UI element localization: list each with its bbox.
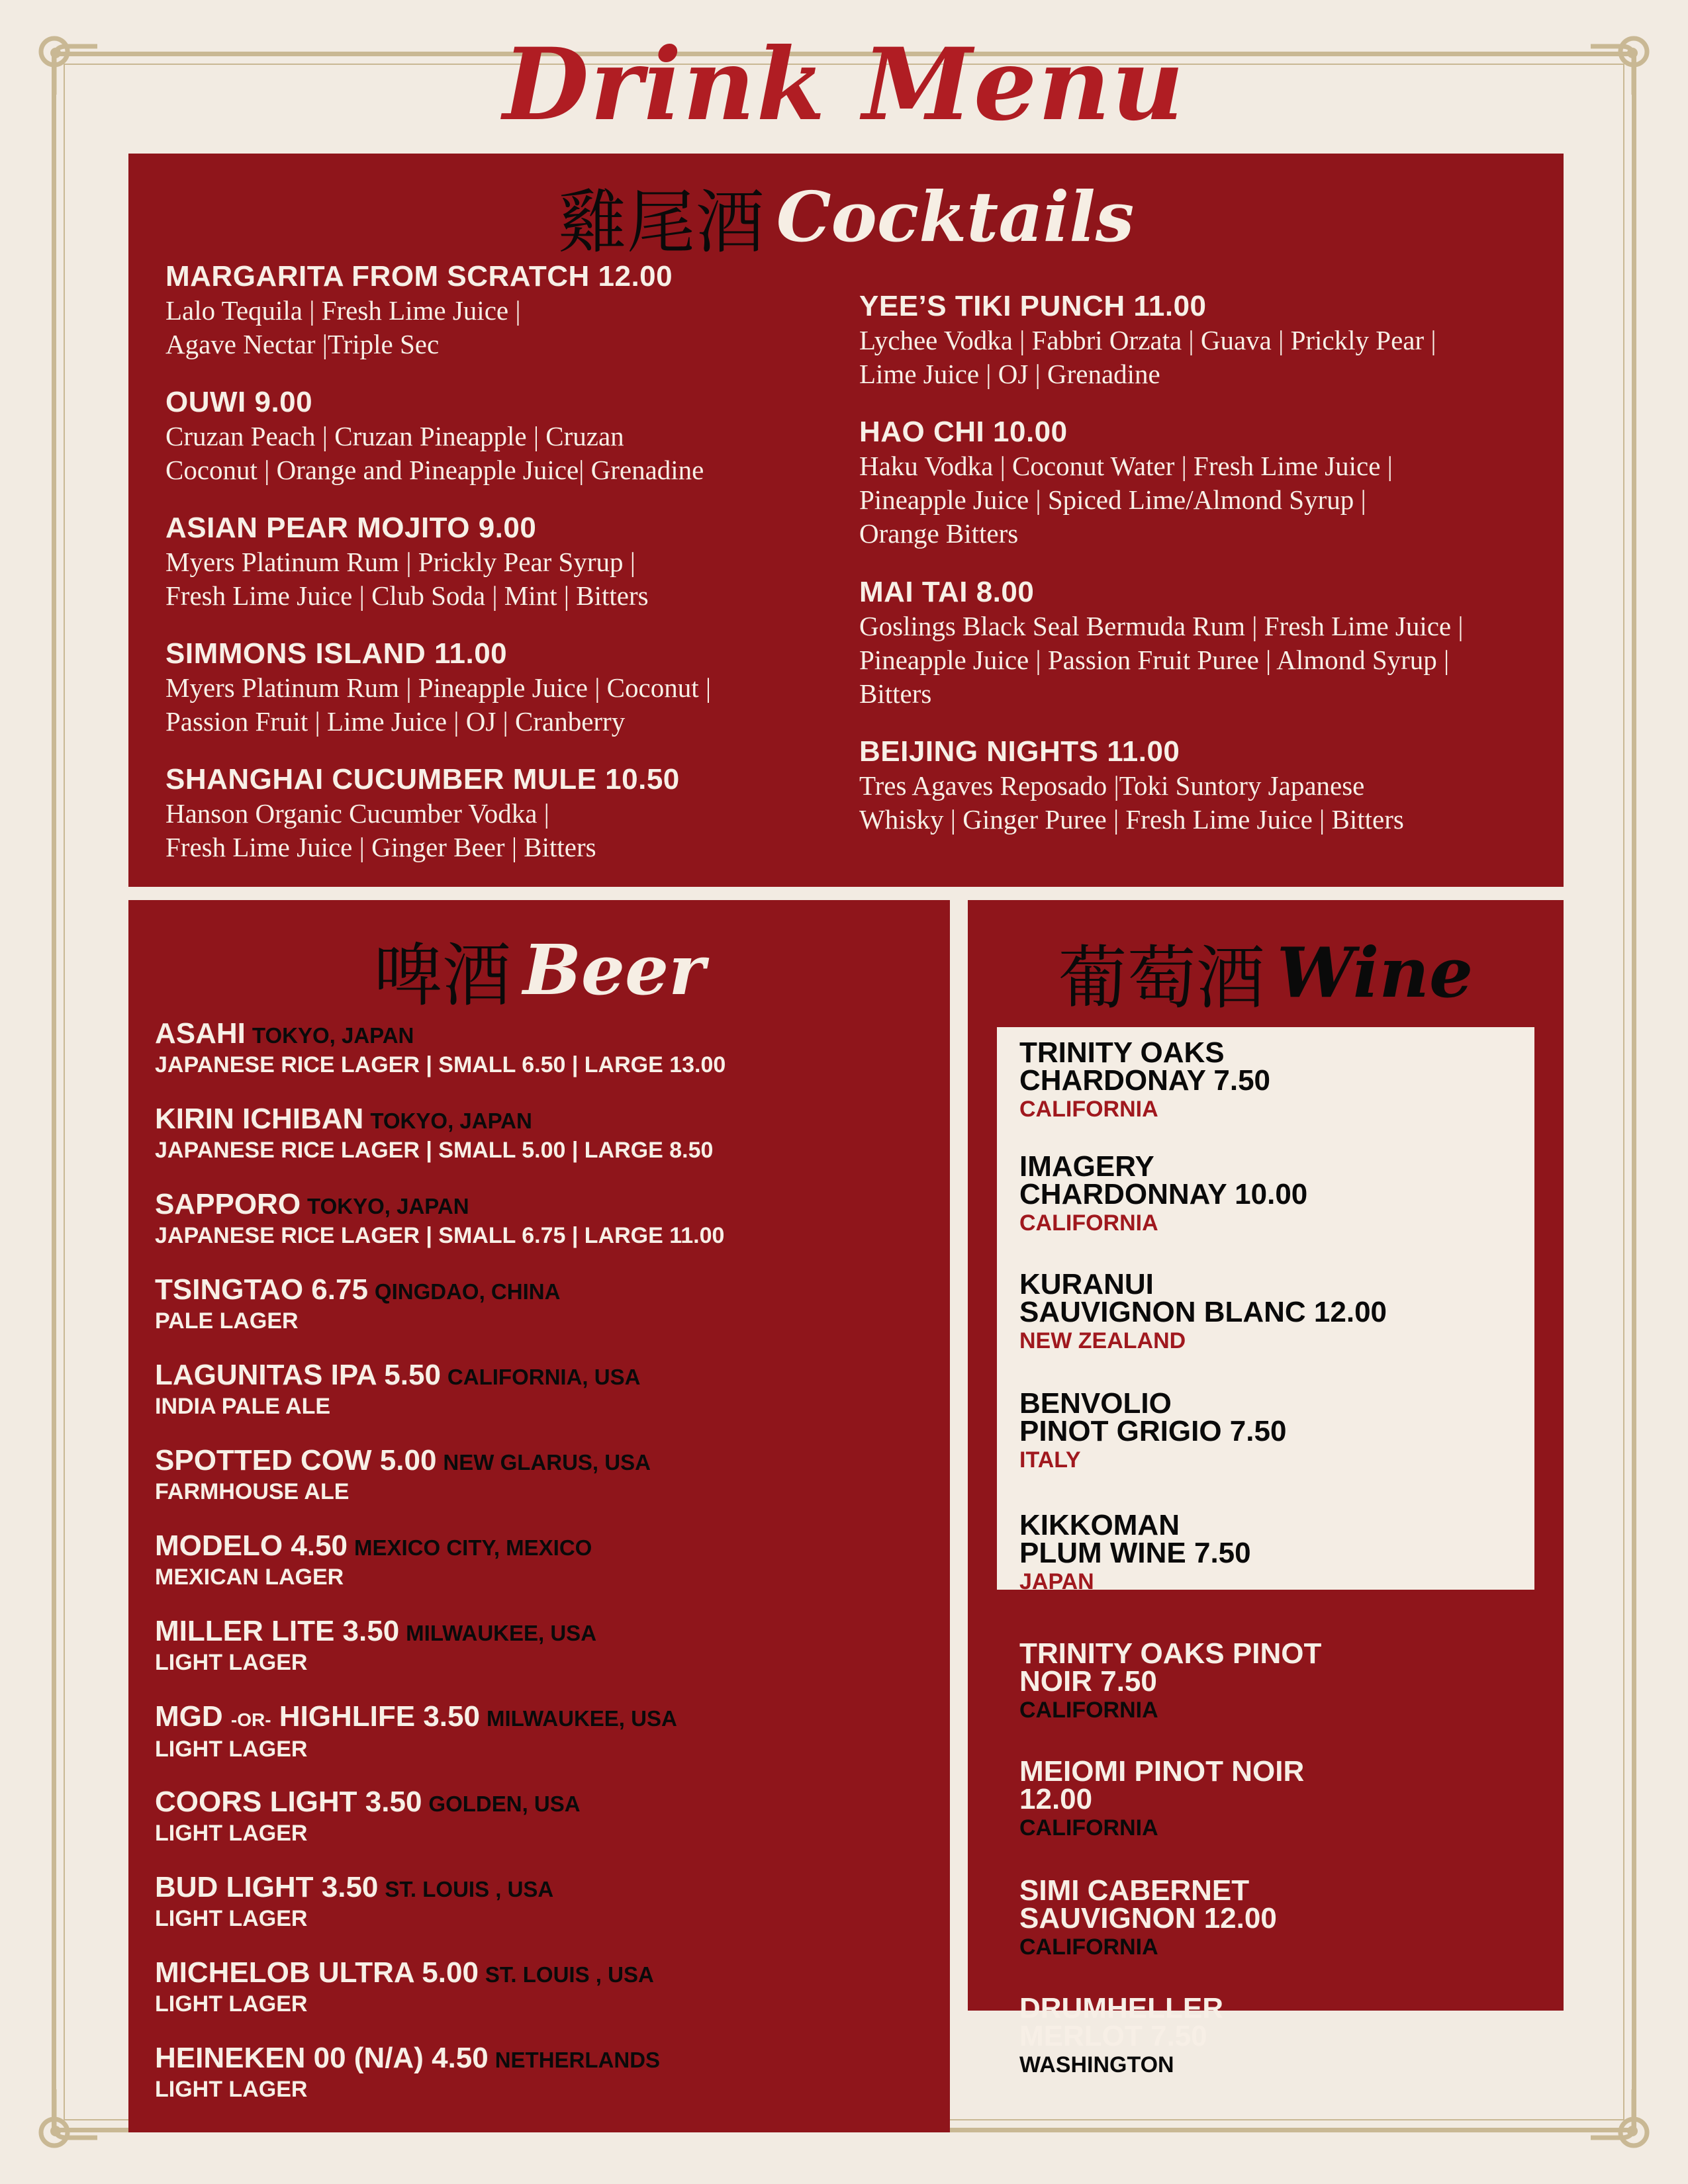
wine-panel [968, 900, 1564, 2077]
wine-item: KIKKOMAN PLUM WINE 7.50 JAPAN [1019, 1509, 1251, 1594]
cocktail-item: SIMMONS ISLAND 11.00 Myers Platinum Rum | Pineapple Juice | Coconut | Passion Fruit | Lime Juice | OJ | Cranberry [165, 637, 712, 737]
beer-item: KIRIN ICHIBAN TOKYO, JAPAN JAPANESE RICE LAGER | SMALL 5.00 | LARGE 8.50 [155, 1103, 714, 1163]
beer-item: MGD -OR- HIGHLIFE 3.50 MILWAUKEE, USA LIGHT LAGER [155, 1700, 677, 1762]
cocktail-item: HAO CHI 10.00 Haku Vodka | Coconut Water | Fresh Lime Juice | Pineapple Juice | Spiced Lime/Almond Syrup | Orange Bitters [859, 416, 1393, 549]
wine-heading [968, 923, 1564, 1022]
wine-heading-en: Wine [1276, 931, 1474, 1013]
beer-item: SPOTTED COW 5.00 NEW GLARUS, USA FARMHOUSE ALE [155, 1444, 651, 1504]
wine-item: TRINITY OAKS CHARDONAY 7.50 CALIFORNIA [1019, 1036, 1271, 1122]
beer-item: MILLER LITE 3.50 MILWAUKEE, USA LIGHT LAGER [155, 1615, 597, 1675]
cocktails-heading-cn: 雞尾酒 [557, 182, 765, 263]
cocktails-panel [128, 154, 1564, 887]
wine-item: MEIOMI PINOT NOIR 12.00 CALIFORNIA [1019, 1755, 1305, 1841]
beer-item: TSINGTAO 6.75 QINGDAO, CHINA PALE LAGER [155, 1273, 561, 1334]
cocktail-item: OUWI 9.00 Cruzan Peach | Cruzan Pineapple | Cruzan Coconut | Orange and Pineapple Juice| Grenadine [165, 386, 704, 485]
wine-item: TRINITY OAKS PINOT NOIR 7.50 CALIFORNIA [1019, 1637, 1322, 1723]
cocktails-heading-en: Cocktails [776, 175, 1135, 257]
cocktail-item: MARGARITA FROM SCRATCH 12.00 Lalo Tequila | Fresh Lime Juice | Agave Nectar |Triple Sec [165, 260, 673, 359]
beer-panel [128, 900, 950, 2132]
wine-item: BENVOLIO PINOT GRIGIO 7.50 ITALY [1019, 1387, 1287, 1473]
page-title: Drink Menu [502, 26, 1186, 143]
corner-ornament-icon [34, 2079, 107, 2152]
beer-item: LAGUNITAS IPA 5.50 CALIFORNIA, USA INDIA PALE ALE [155, 1359, 641, 1419]
cocktail-item: BEIJING NIGHTS 11.00 Tres Agaves Reposado |Toki Suntory Japanese Whisky | Ginger Puree | Fresh Lime Juice | Bitters [859, 735, 1404, 835]
wine-item: IMAGERY CHARDONNAY 10.00 CALIFORNIA [1019, 1150, 1308, 1236]
cocktail-item: SHANGHAI CUCUMBER MULE 10.50 Hanson Organic Cucumber Vodka | Fresh Lime Juice | Ginger Beer | Bitters [165, 763, 680, 862]
corner-ornament-icon [1581, 2079, 1654, 2152]
wine-heading-cn: 葡萄酒 [1058, 938, 1265, 1019]
beer-item: ASAHI TOKYO, JAPAN JAPANESE RICE LAGER | SMALL 6.50 | LARGE 13.00 [155, 1017, 726, 1077]
beer-item: MODELO 4.50 MEXICO CITY, MEXICO MEXICAN LAGER [155, 1529, 592, 1590]
beer-heading-en: Beer [522, 929, 706, 1011]
beer-item: BUD LIGHT 3.50 ST. LOUIS , USA LIGHT LAGER [155, 1871, 554, 1931]
wine-item: SIMI CABERNET SAUVIGNON 12.00 CALIFORNIA [1019, 1874, 1277, 1960]
cocktail-item: MAI TAI 8.00 Goslings Black Seal Bermuda Rum | Fresh Lime Juice | Pineapple Juice | Passion Fruit Puree | Almond Syrup | Bitters [859, 576, 1464, 709]
beer-item: SAPPORO TOKYO, JAPAN JAPANESE RICE LAGER | SMALL 6.75 | LARGE 11.00 [155, 1188, 725, 1248]
wine-item: DRUMHELLER MERLOT 7.50 WASHINGTON [1019, 1992, 1223, 2077]
cocktail-item: YEE’S TIKI PUNCH 11.00 Lychee Vodka | Fabbri Orzata | Guava | Prickly Pear | Lime Juice | OJ | Grenadine [859, 290, 1436, 389]
white-wine-box [997, 1027, 1534, 1594]
beer-item: COORS LIGHT 3.50 GOLDEN, USA LIGHT LAGER [155, 1786, 581, 1846]
beer-item: HEINEKEN 00 (N/A) 4.50 NETHERLANDS LIGHT LAGER [155, 2042, 661, 2102]
beer-heading [128, 920, 950, 1019]
cocktail-item: ASIAN PEAR MOJITO 9.00 Myers Platinum Rum | Prickly Pear Syrup | Fresh Lime Juice | Club Soda | Mint | Bitters [165, 512, 649, 611]
cocktails-heading [128, 167, 1564, 266]
beer-heading-cn: 啤酒 [373, 935, 511, 1016]
beer-item: MICHELOB ULTRA 5.00 ST. LOUIS , USA LIGHT LAGER [155, 1956, 654, 2017]
wine-item: KURANUI SAUVIGNON BLANC 12.00 NEW ZEALAND [1019, 1268, 1387, 1353]
